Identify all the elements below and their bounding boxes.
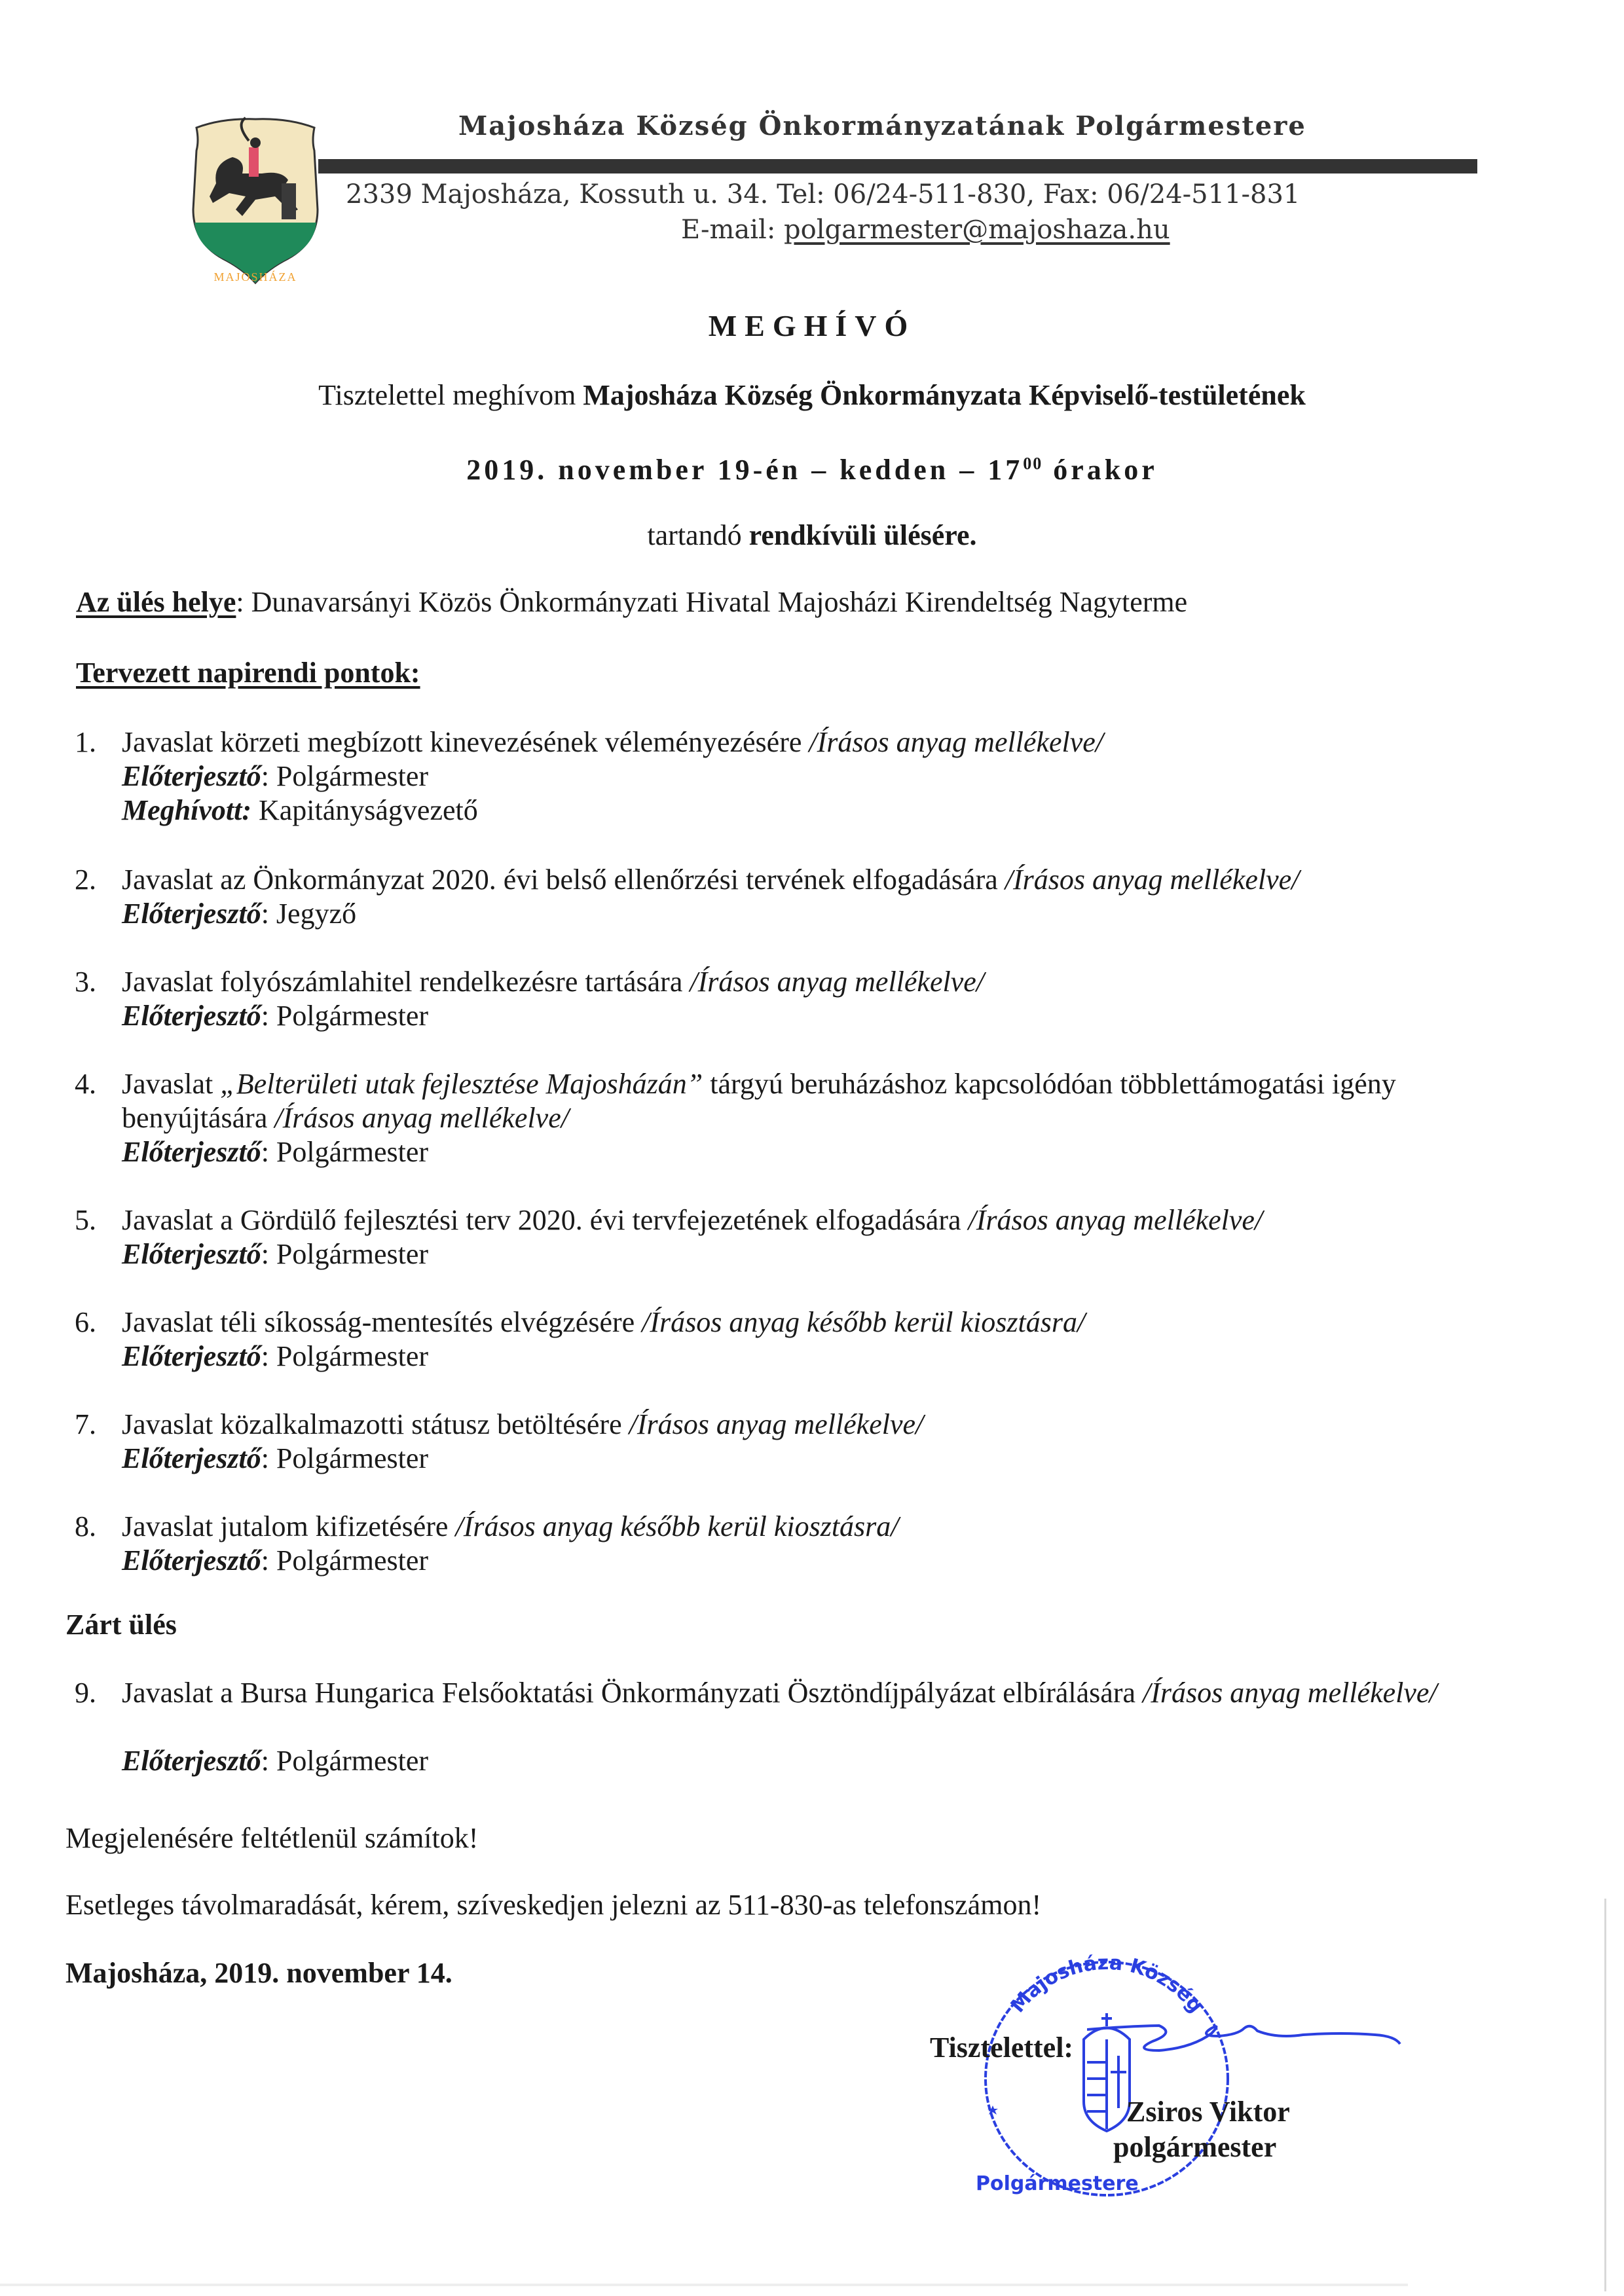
meeting-time-minutes: 00 xyxy=(1023,454,1043,473)
presenter-value: : Polgármester xyxy=(261,1136,429,1168)
presenter-value: : Polgármester xyxy=(261,1745,429,1777)
meeting-date-suffix: órakor xyxy=(1043,454,1158,486)
invitation-intro xyxy=(0,378,1624,412)
agenda-item-note: /Írásos anyag mellékelve/ xyxy=(629,1408,924,1440)
agenda-item-line xyxy=(122,1408,923,1442)
agenda-item-line xyxy=(122,965,984,999)
closed-session-heading: Zárt ülés xyxy=(65,1609,177,1641)
scan-edge-right xyxy=(1604,1899,1606,2291)
presenter-label: Előterjesztő xyxy=(122,1000,261,1032)
agenda-item-line xyxy=(122,863,1299,897)
agenda-item-presenter xyxy=(122,1237,428,1271)
agenda-item-presenter xyxy=(122,1339,428,1374)
venue-label: Az ülés helye xyxy=(76,586,236,618)
agenda-item-number: 5. xyxy=(75,1204,96,1236)
presenter-label: Előterjesztő xyxy=(122,1745,261,1777)
agenda-item-line xyxy=(122,1510,899,1544)
agenda-item-project-title: „Belterületi utak fejlesztése Majosházán” xyxy=(220,1068,703,1100)
agenda-item-note: /Írásos anyag később kerül kiosztásra/ xyxy=(455,1510,899,1542)
agenda-item-line xyxy=(122,1067,1490,1135)
meeting-date-main: 2019. november 19-én – kedden – 17 xyxy=(466,454,1024,486)
agenda-item-text: Javaslat körzeti megbízott kinevezésének véleményezésére xyxy=(122,726,809,758)
agenda-item-number: 7. xyxy=(75,1408,96,1440)
coat-of-arms-logo xyxy=(183,111,327,288)
handwritten-signature xyxy=(1087,2003,1401,2075)
venue xyxy=(76,585,1187,619)
agenda-item-line xyxy=(122,1305,1085,1339)
letterhead-address: 2339 Majosháza, Kossuth u. 34. Tel: 06/24-511-830, Fax: 06/24-511-831 xyxy=(346,179,1301,210)
closing-expectation: Megjelenésére feltétlenül számítok! xyxy=(65,1822,479,1854)
agenda-item-line xyxy=(122,1203,1263,1237)
agenda-item-presenter xyxy=(122,1135,428,1169)
intro-plain: Tisztelettel meghívom xyxy=(318,379,583,411)
meeting-date xyxy=(0,452,1624,488)
logo-caption: MAJOSHÁZA xyxy=(213,270,297,283)
scan-edge-bottom xyxy=(0,2284,1408,2286)
agenda-item-note: /Írásos anyag mellékelve/ xyxy=(690,966,984,998)
agenda-item-presenter xyxy=(122,999,428,1033)
invited-value: Kapitányságvezető xyxy=(251,794,478,826)
place-and-date: Majosháza, 2019. november 14. xyxy=(65,1957,452,1989)
agenda-item-note: /Írásos anyag mellékelve/ xyxy=(274,1102,569,1134)
agenda-item-note: /Írásos anyag mellékelve/ xyxy=(1143,1677,1437,1709)
agenda-item-invited xyxy=(122,793,478,828)
agenda-item-text: Javaslat a Gördülő fejlesztési terv 2020. évi tervfejezetének elfogadására xyxy=(122,1204,969,1236)
closing-absence-notice: Esetleges távolmaradását, kérem, szíveskedjen jelezni az 511-830-as telefonszámon! xyxy=(65,1889,1042,1921)
agenda-item-note: /Írásos anyag mellékelve/ xyxy=(809,726,1104,758)
agenda-item-presenter xyxy=(122,1442,428,1476)
agenda-item-number: 8. xyxy=(75,1510,96,1542)
meeting-type-bold: rendkívüli ülésére. xyxy=(748,519,977,551)
presenter-value: : Polgármester xyxy=(261,1238,429,1270)
email-label: E-mail: xyxy=(681,215,784,245)
agenda-item-text-pre: Javaslat xyxy=(122,1068,221,1100)
agenda-item-text: tárgyú beruházáshoz kapcsolódóan többlettámogatási igény benyújtására xyxy=(122,1068,1396,1134)
presenter-label: Előterjesztő xyxy=(122,1544,261,1576)
agenda-heading: Tervezett napirendi pontok: xyxy=(76,657,420,689)
agenda-item-presenter xyxy=(122,897,356,931)
agenda-item-text: Javaslat folyószámlahitel rendelkezésre tartására xyxy=(122,966,690,998)
regards: Tisztelettel: xyxy=(930,2032,1074,2064)
stamp-top-text: Majosháza Község xyxy=(1006,1951,1208,2018)
presenter-value: : Polgármester xyxy=(261,760,429,792)
letterhead-rule xyxy=(318,159,1477,173)
presenter-label: Előterjesztő xyxy=(122,1136,261,1168)
agenda-item-presenter xyxy=(122,1544,428,1578)
presenter-value: : Jegyző xyxy=(261,898,357,930)
agenda-item-number: 2. xyxy=(75,864,96,896)
agenda-item-line xyxy=(122,1676,1490,1744)
agenda-item-presenter xyxy=(122,759,428,793)
meeting-type-plain: tartandó xyxy=(647,519,749,551)
presenter-value: : Polgármester xyxy=(261,1544,429,1576)
agenda-item-number: 4. xyxy=(75,1068,96,1100)
invited-label: Meghívott: xyxy=(122,794,251,826)
agenda-item-text: Javaslat a Bursa Hungarica Felsőoktatási Önkormányzati Ösztöndíjpályázat elbírálására xyxy=(122,1677,1143,1709)
agenda-item-text: Javaslat közalkalmazotti státusz betöltésére xyxy=(122,1408,629,1440)
intro-body-name: Majosháza Község Önkormányzata Képviselő-testületének xyxy=(583,379,1306,411)
agenda-item-text: Javaslat téli síkosság-mentesítés elvégzésére xyxy=(122,1306,642,1338)
agenda-item-note: /Írásos anyag mellékelve/ xyxy=(1005,864,1300,896)
signer-title: polgármester xyxy=(1113,2131,1277,2163)
presenter-label: Előterjesztő xyxy=(122,760,261,792)
presenter-value: : Polgármester xyxy=(261,1340,429,1372)
agenda-item-number: 1. xyxy=(75,726,96,758)
presenter-label: Előterjesztő xyxy=(122,1340,261,1372)
email-link[interactable]: polgarmester@majoshaza.hu xyxy=(784,215,1170,245)
presenter-label: Előterjesztő xyxy=(122,898,261,930)
agenda-item-presenter xyxy=(122,1744,428,1778)
letterhead-title: Majosháza Község Önkormányzatának Polgármestere xyxy=(458,111,1306,141)
presenter-value: : Polgármester xyxy=(261,1000,429,1032)
agenda-item-note: /Írásos anyag később kerül kiosztásra/ xyxy=(642,1306,1086,1338)
agenda-item-number: 9. xyxy=(75,1677,96,1709)
agenda-item-text: Javaslat az Önkormányzat 2020. évi belső ellenőrzési tervének elfogadására xyxy=(122,864,1005,896)
agenda-item-note: /Írásos anyag mellékelve/ xyxy=(968,1204,1263,1236)
agenda-item-number: 3. xyxy=(75,966,96,998)
meeting-type xyxy=(0,519,1624,553)
presenter-label: Előterjesztő xyxy=(122,1238,261,1270)
signer-name: Zsiros Viktor xyxy=(1126,2096,1290,2128)
agenda-item-text: Javaslat jutalom kifizetésére xyxy=(122,1510,456,1542)
presenter-label: Előterjesztő xyxy=(122,1442,261,1474)
stamp-bottom-text: Polgármestere xyxy=(976,2172,1139,2195)
agenda-item-number: 6. xyxy=(75,1306,96,1338)
presenter-value: : Polgármester xyxy=(261,1442,429,1474)
venue-value: : Dunavarsányi Közös Önkormányzati Hivatal Majosházi Kirendeltség Nagyterme xyxy=(236,586,1188,618)
letterhead-email-row xyxy=(681,213,1170,246)
agenda-item-line xyxy=(122,725,1103,759)
document-title: MEGHÍVÓ xyxy=(708,309,916,342)
